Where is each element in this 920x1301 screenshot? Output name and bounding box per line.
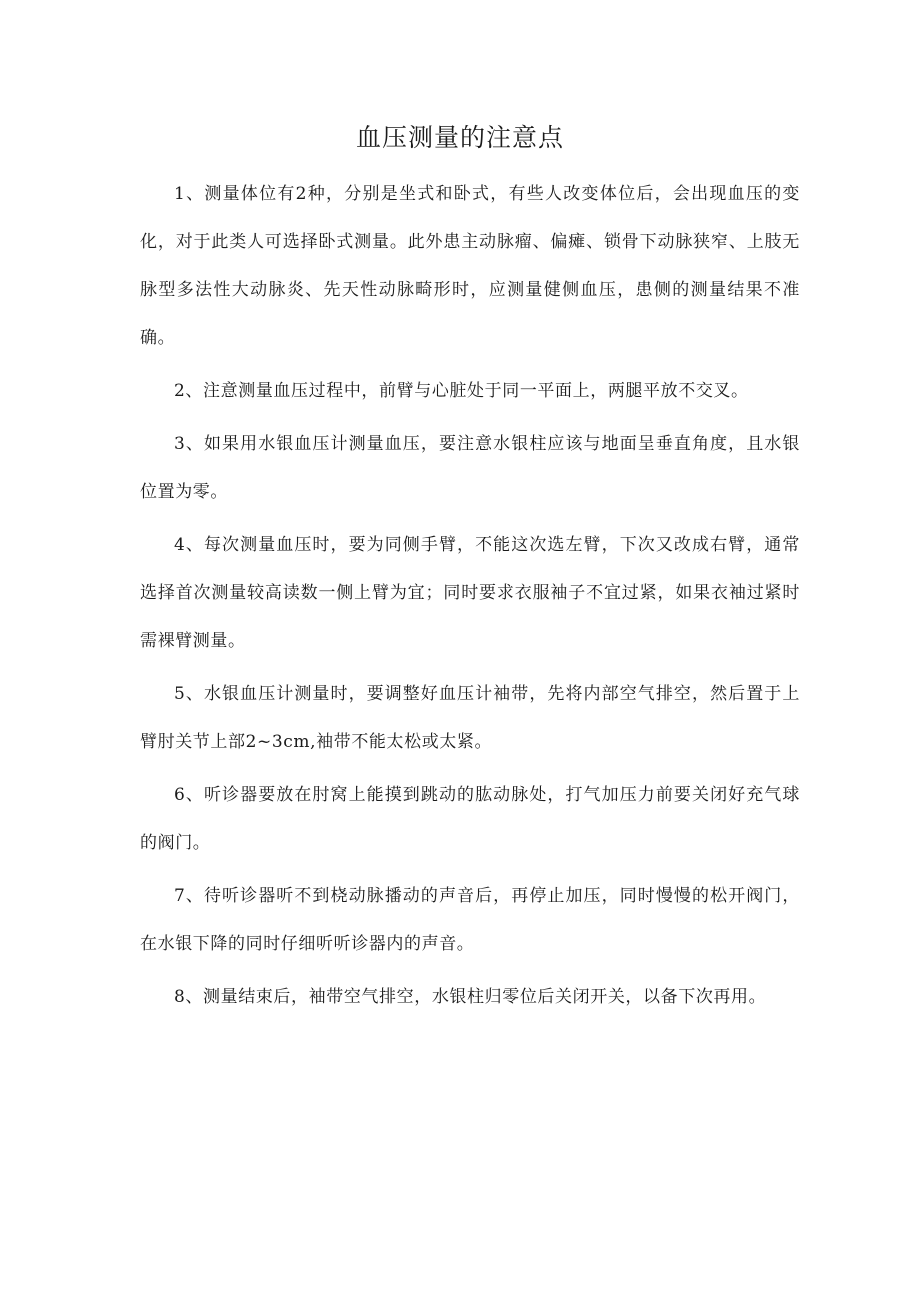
document-body: [140, 170, 800, 1026]
paragraph-6: 6、听诊器要放在肘窝上能摸到跳动的肱动脉处，打气加压力前要关闭好充气球的阀门。: [140, 785, 800, 853]
document-title: 血压测量的注意点: [355, 123, 564, 152]
paragraph-7: 7、待听诊器听不到桡动脉播动的声音后，再停止加压，同时慢慢的松开阀门，在水银下降的同时仔细听听诊器内的声音。: [140, 886, 800, 954]
paragraph-3: 3、如果用水银血压计测量血压，要注意水银柱应该与地面呈垂直角度，且水银位置为零。: [140, 434, 800, 502]
paragraph-8: 8、测量结束后，袖带空气排空，水银柱归零位后关闭开关，以备下次再用。: [174, 987, 767, 1007]
paragraph-5: 5、水银血压计测量时，要调整好血压计袖带，先将内部空气排空，然后置于上臂肘关节上部2~3cm,袖带不能太松或太紧。: [140, 684, 800, 752]
paragraph-1: 1、测量体位有2种，分别是坐式和卧式，有些人改变体位后，会出现血压的变化，对于此类人可选择卧式测量。此外患主动脉瘤、偏瘫、锁骨下动脉狭窄、上肢无脉型多法性大动脉炎、先天性动脉畸形时，应测量健侧血压，患侧的测量结果不准确。: [140, 184, 800, 348]
paragraph-2: 2、注意测量血压过程中，前臂与心脏处于同一平面上，两腿平放不交叉。: [174, 381, 749, 401]
paragraph-4: 4、每次测量血压时，要为同侧手臂，不能这次选左臂，下次又改成右臂，通常选择首次测量较高读数一侧上臂为宜；同时要求衣服袖子不宜过紧，如果衣袖过紧时需裸臂测量。: [140, 535, 800, 651]
